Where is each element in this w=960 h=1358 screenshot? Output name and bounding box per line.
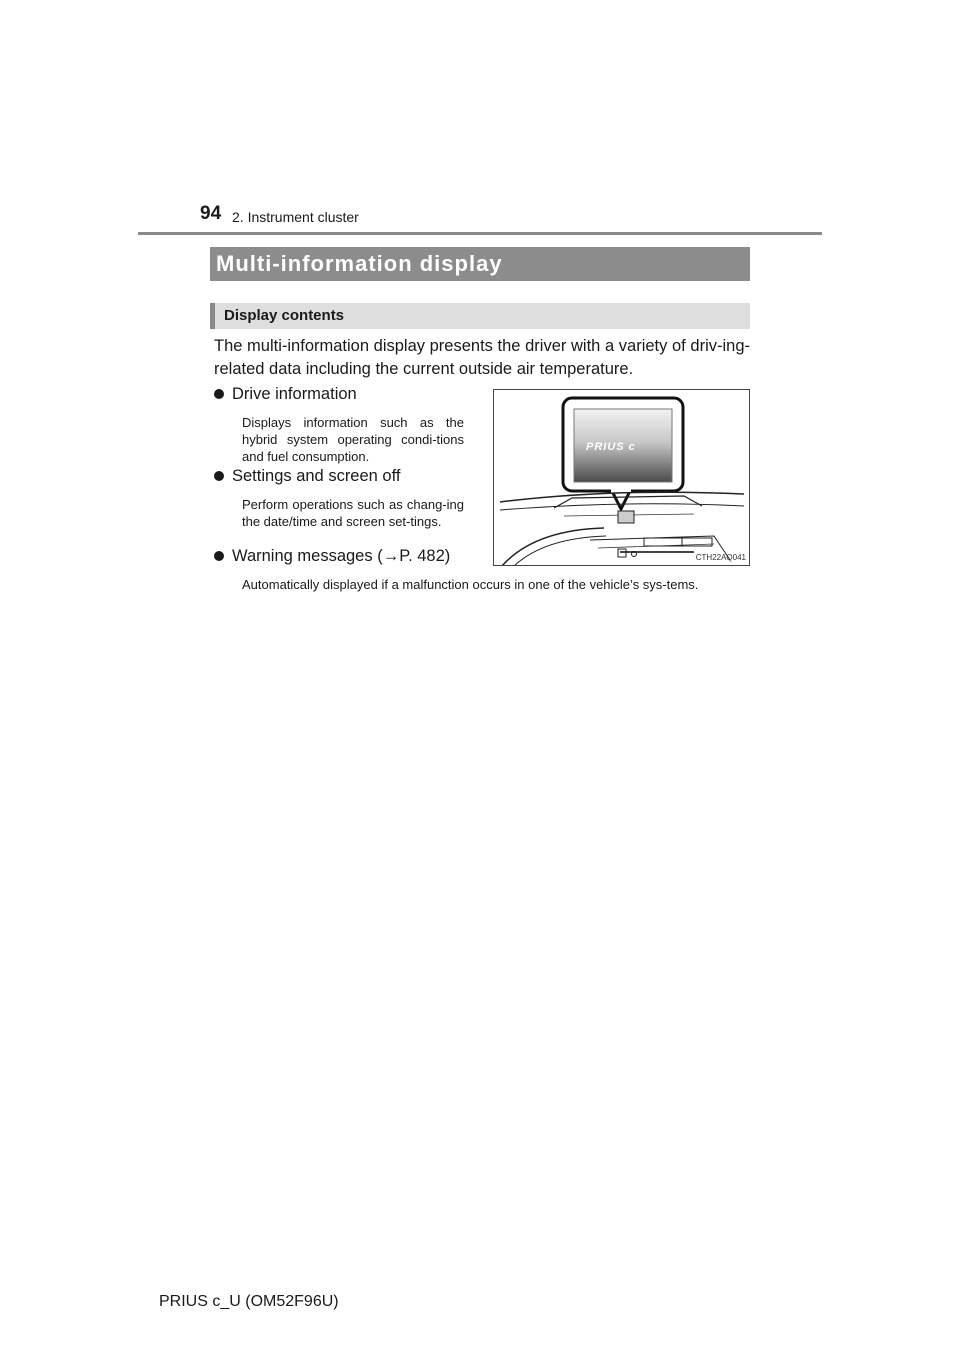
subsection-bar <box>210 303 750 329</box>
bullet-label: Settings and screen off <box>232 467 401 485</box>
screen-logo: PRIUS c <box>586 441 636 453</box>
section-title-bar <box>210 247 750 281</box>
dashboard-illustration <box>493 389 750 566</box>
bullet-icon <box>214 551 224 561</box>
page-footer: PRIUS c_U (OM52F96U) <box>159 1293 339 1310</box>
bullet-icon <box>214 389 224 399</box>
page-number: 94 <box>200 203 222 224</box>
figure-code: CTH22AQ041 <box>695 553 746 562</box>
bullet-label: Warning messages (→P. 482) <box>232 547 451 565</box>
bullet-icon <box>214 471 224 481</box>
bullet-description: Perform operations such as chang-ing the date/time and screen set-tings. <box>242 497 464 529</box>
bullet-description: Automatically displayed if a malfunction occurs in one of the vehicle’s sys-tems. <box>242 577 699 592</box>
header-divider <box>138 232 822 235</box>
subsection-title: Display contents <box>224 307 345 324</box>
intro-paragraph: The multi-information display presents the driver with a variety of driv-ing-related data including the current outside air temperature. <box>214 337 750 378</box>
page-title: Multi-information display <box>216 251 503 276</box>
section-breadcrumb: 2. Instrument cluster <box>232 209 359 225</box>
bullet-settings-screen-off <box>214 467 400 486</box>
bullet-description: Displays information such as the hybrid system operating condi-tions and fuel consumption. <box>242 415 464 464</box>
dashboard-drawing <box>494 390 750 566</box>
bullet-drive-information <box>214 385 357 404</box>
bullet-warning-messages <box>214 547 450 566</box>
bullet-label: Drive information <box>232 385 357 403</box>
